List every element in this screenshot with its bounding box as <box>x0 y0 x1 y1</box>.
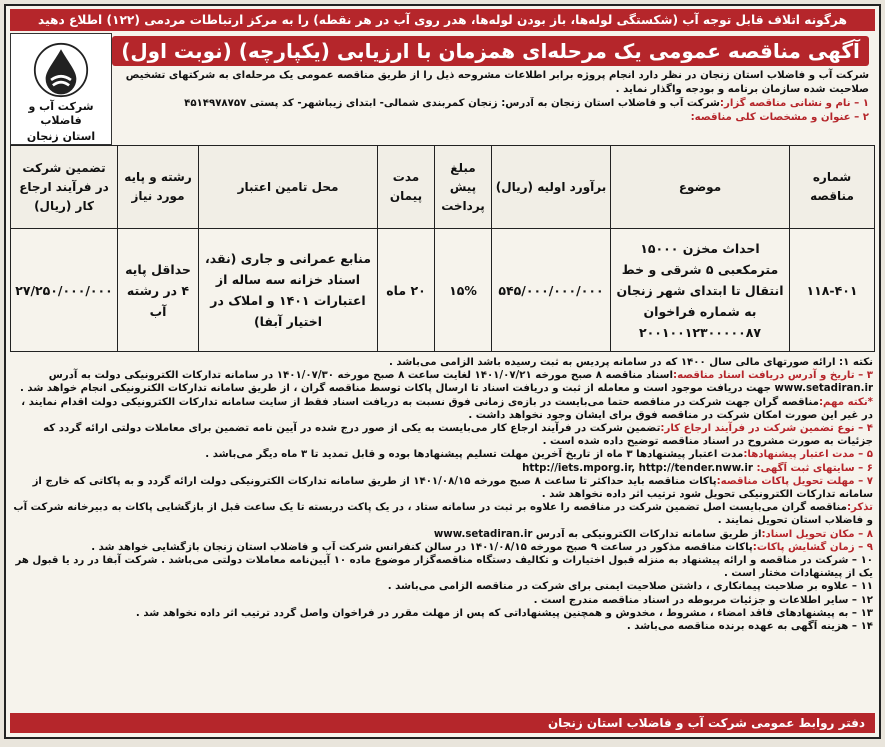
cell-estimate: ۵۴۵/۰۰۰/۰۰۰/۰۰۰ <box>492 229 611 352</box>
cell-guarantee: ۲۷/۲۵۰/۰۰۰/۰۰۰ <box>11 229 118 352</box>
registration-sites-link[interactable]: http://iets.mporg.ir, http://tender.nww.ir <box>522 462 753 474</box>
note-important-label: *نکته مهم: <box>818 396 873 408</box>
note-9-text: پاکات مناقصه مذکور در ساعت ۹ صبح مورخه ۱۴۰۱/۰۸/۱۵ در سالن کنفرانس شرکت آب و فاضلاب استان زنجان بازگشایی خواهد شد . <box>91 541 753 553</box>
setadiran-link[interactable]: www.setadiran.ir <box>774 383 873 395</box>
item-2-label: ۲ – عنوان و مشخصات کلی مناقصه: <box>690 112 869 123</box>
cell-tender-number: ۱۱۸-۴۰۱ <box>790 229 875 352</box>
note-6 <box>12 462 873 475</box>
public-relations-footer: دفتر روابط عمومی شرکت آب و فاضلاب استان زنجان <box>10 713 875 733</box>
col-subject: موضوع <box>611 146 790 229</box>
notice-notes <box>12 356 873 633</box>
note-5 <box>12 448 873 461</box>
note-3-label: ۳ – تاریخ و آدرس دریافت اسناد مناقصه: <box>673 370 873 382</box>
item-1-text: شرکت آب و فاضلاب استان زنجان به آدرس: زنجان کمربندی شمالی- ابتدای زیباشهر- کد پستی ۴۵۱۴۹۷۸۷۵۷ <box>184 98 720 109</box>
note-1: نکته ۱: ارائه صورتهای مالی سال ۱۴۰۰ که در سامانه پردیس به ثبت رسیده باشد الزامی می‌باشد . <box>388 357 873 368</box>
item-1 <box>112 97 869 111</box>
note-9-label: ۹ – زمان گشایش پاکات: <box>752 541 873 553</box>
note-4 <box>12 422 873 448</box>
col-grade: رشته و پایه مورد نیاز <box>118 146 199 229</box>
tender-table <box>10 145 875 352</box>
cell-funding: منابع عمرانی و جاری (نقد، اسناد خزانه سه ساله از اعتبارات ۱۴۰۱ و املاک در اختیار آبفا) <box>199 229 378 352</box>
note-reminder-text: مناقصه گران می‌بایست اصل تضمین شرکت در مناقصه را علاوه بر ثبت در سامانه ستاد ، در یک پاکت دربسته تا یک ساعت قبل از بازگشایی پاکات به دبیرخانه شرکت آب و فاضلاب استان تحویل نمایند . <box>13 502 873 527</box>
col-guarantee: تضمین شرکت در فرآیند ارجاع کار (ریال) <box>11 146 118 229</box>
cell-duration: ۲۰ ماه <box>378 229 435 352</box>
note-10: ۱۰ – شرکت در مناقصه و ارائه پیشنهاد به منزله قبول اختیارات و تکالیف دستگاه مناقصه‌گزار موضوع ماده ۱۰ آیین‌نامه معاملات دولتی می‌باشد . شرکت آبفا در رد یا قبول هر یک از پیشنهادات مختار است . <box>15 555 873 580</box>
note-3-text-2: جهت دریافت موجود است و معامله از ثبت و دریافت اسناد تا ارسال پاکات توسط مناقصه گران ، از طریق سامانه تدارکات الکترونیکی انجام خواهد شد . <box>20 383 771 395</box>
notice-title: آگهی مناقصه عمومی یک مرحله‌ای همزمان با ارزیابی (یکپارچه) (نوبت اول) <box>112 36 869 66</box>
note-4-label: ۴ – نوع تضمین شرکت در فرآیند ارجاع کار: <box>660 423 873 435</box>
note-8 <box>12 528 873 541</box>
note-13: ۱۳ – به پیشنهادهای فاقد امضاء ، مشروط ، مخدوش و همچنین پیشنهاداتی که پس از مهلت مقرر در فراخوان واصل گردد ترتیب اثر داده نخواهد شد . <box>135 607 873 619</box>
company-logo <box>10 33 112 145</box>
note-important <box>12 396 873 422</box>
table-header-row <box>11 146 875 229</box>
notice-header <box>10 33 875 145</box>
note-reminder-label: تذکر: <box>846 502 873 514</box>
note-5-text: مدت اعتبار پیشنهادها ۳ ماه از تاریخ آخرین مهلت تسلیم پیشنهادها بوده و قابل تمدید تا ۳ ماه دیگر می‌باشد . <box>205 449 744 461</box>
note-12: ۱۲ – سایر اطلاعات و جزئیات مربوطه در اسناد مناقصه مندرج است . <box>533 594 873 606</box>
note-7-label: ۷ – مهلت تحویل پاکات مناقصه: <box>716 475 873 487</box>
cell-grade: حداقل پایه ۴ در رشته آب <box>118 229 199 352</box>
logo-line-2: استان زنجان <box>26 130 96 143</box>
col-prepayment: مبلغ پیش پرداخت <box>435 146 492 229</box>
note-3 <box>12 369 873 395</box>
item-2 <box>112 111 869 125</box>
setadiran-link-2[interactable]: www.setadiran.ir <box>433 528 533 540</box>
note-reminder <box>12 501 873 527</box>
cell-subject: احداث مخزن ۱۵۰۰۰ مترمکعبی ۵ شرقی و خط انتقال تا ابتدای شهر زنجان به شماره فراخوان ۲۰۰۱۰۰۱۲۳۰۰۰۰۰۸۷ <box>611 229 790 352</box>
col-tender-number: شماره مناقصه <box>790 146 875 229</box>
col-duration: مدت پیمان <box>378 146 435 229</box>
note-5-label: ۵ – مدت اعتبار پیشنهادها: <box>743 449 873 461</box>
note-11: ۱۱ – علاوه بر صلاحیت پیمانکاری ، داشتن صلاحیت ایمنی برای شرکت در مناقصه الزامی می‌باشد . <box>387 581 873 593</box>
table-row <box>11 229 875 352</box>
note-8-label: ۸ – مکان تحویل اسناد: <box>761 528 873 540</box>
note-7-text: پاکات مناقصه باید حداکثر تا ساعت ۸ صبح مورخه ۱۴۰۱/۰۸/۱۵ از طریق سامانه تدارکات الکترونیکی دولت ارائه گردد و به پاکاتی که خارج از سامانه تدارکات الکترونیکی تحویل شود ترتیب اثر داده نخواهد شد . <box>32 475 873 501</box>
header-main <box>112 33 875 145</box>
note-4-text: تضمین شرکت در فرآیند ارجاع کار می‌بایست به یکی از صور درج شده در آیین نامه تضمین برای معاملات دولتی ارائه گردد که جزئیات به صورت مشروح در اسناد مناقصه توضیح داده شده است . <box>43 423 873 448</box>
note-14: ۱۴ – هزینه آگهی به عهده برنده مناقصه می‌باشد . <box>626 621 873 633</box>
item-1-label: ۱ – نام و نشانی مناقصه گزار: <box>719 98 869 109</box>
col-estimate: برآورد اولیه (ریال) <box>492 146 611 229</box>
note-3-text: اسناد مناقصه ۸ صبح مورخه ۱۴۰۱/۰۷/۲۱ لغایت ساعت ۸ صبح مورخه ۱۴۰۱/۰۷/۳۰ در سامانه تدارکات الکترونیکی دولت به آدرس <box>48 370 674 382</box>
col-funding: محل تامین اعتبار <box>199 146 378 229</box>
tender-notice <box>4 4 881 739</box>
note-6-label: ۶ – سایتهای ثبت آگهی: <box>756 462 873 474</box>
intro-text: شرکت آب و فاضلاب استان زنجان در نظر دارد انجام پروژه برابر اطلاعات مشروحه ذیل را از طریق مناقصه عمومی یک مرحله‌ای به شرکتهای تشخیص صلاحیت شده سازمان برنامه و بودجه واگذار نماید . <box>125 70 869 95</box>
note-important-text: مناقصه گران جهت شرکت در مناقصه حتما می‌بایست در بازه‌ی زمانی فوق نسبت به دریافت اسناد فقط از سایت سامانه تدارکات الکترونیکی دولت اقدام نمایند ، در غیر این صورت امکان شرکت در مناقصه فوق برای ایشان وجود نخواهد داشت . <box>21 396 873 421</box>
water-loss-banner: هرگونه اتلاف قابل توجه آب (شکستگی لوله‌ها، باز بودن لوله‌ها، هدر روی آب در هر نقطه) را به مرکز ارتباطات مردمی (۱۲۲) اطلاع دهید <box>10 9 875 31</box>
cell-prepayment: ۱۵% <box>435 229 492 352</box>
note-7 <box>12 475 873 501</box>
water-drop-logo-icon <box>30 42 92 98</box>
note-8-text: از طریق سامانه تدارکات الکترونیکی به آدرس <box>535 528 762 540</box>
note-9 <box>12 541 873 554</box>
logo-line-1: شرکت آب و فاضلاب <box>28 100 94 127</box>
